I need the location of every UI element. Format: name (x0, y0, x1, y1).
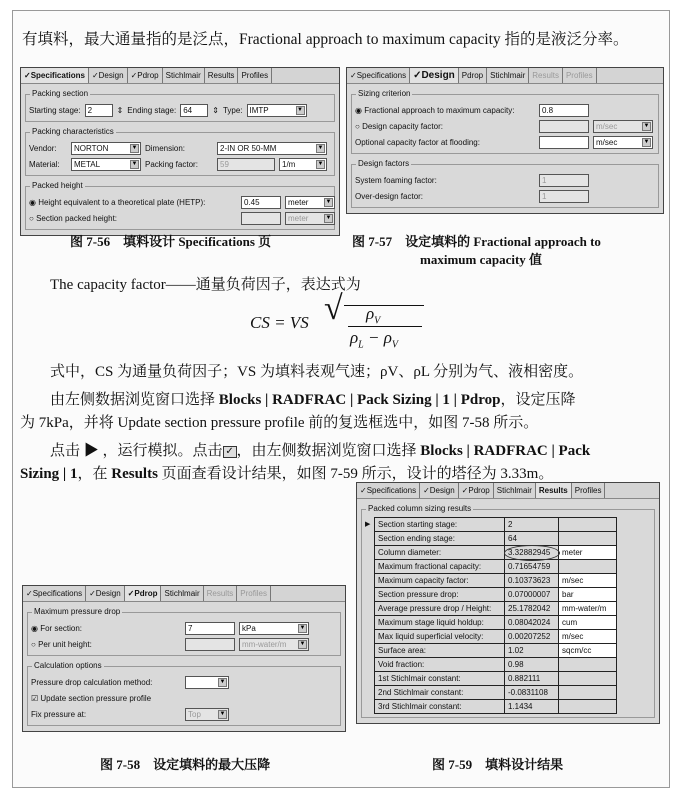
result-unit (559, 658, 617, 672)
design-capacity-unit-select[interactable] (593, 120, 653, 133)
paragraph: 式中，CS 为通量负荷因子；VS 为填料表观气速；ρV、ρL 分别为气、液相密度。 (50, 364, 584, 380)
section-height-radio[interactable]: ○ Section packed height: (29, 213, 118, 223)
per-unit-unit-select[interactable] (239, 638, 309, 651)
tab-stichlmair[interactable]: Stichlmair (494, 483, 536, 498)
value: NORTON (74, 143, 109, 153)
tab-stichlmair[interactable]: Stichlmair (163, 68, 205, 83)
tab-results[interactable]: Results (529, 68, 563, 83)
result-unit: m/sec (559, 630, 617, 644)
tab-results[interactable]: Results (205, 68, 239, 83)
label: Vendor: (29, 143, 57, 153)
result-unit: sqcm/cc (559, 644, 617, 658)
label: Height equivalent to a theoretical plate (HETP): (38, 197, 206, 207)
result-label: Section pressure drop: (375, 588, 505, 602)
result-value: 2 (505, 518, 559, 532)
result-value: 1.1434 (505, 700, 559, 714)
result-unit (559, 672, 617, 686)
foaming-factor-input[interactable]: 1 (539, 174, 589, 187)
label: Fix pressure at: (31, 709, 87, 719)
chevron-down-icon: ▼ (325, 214, 332, 221)
sub: V (391, 339, 398, 351)
result-value: 0.10373623 (505, 574, 559, 588)
table-row (375, 658, 617, 672)
result-label: Section ending stage: (375, 532, 505, 546)
text: ，设定压降 (500, 392, 576, 408)
label: For section: (40, 623, 82, 633)
chevron-down-icon: ▼ (219, 678, 226, 685)
chevron-down-icon: ▼ (325, 198, 332, 205)
result-label: 3rd Stichlmair constant: (375, 700, 505, 714)
per-unit-radio[interactable]: ○ Per unit height: (31, 639, 92, 649)
group-label: Packed height (32, 181, 83, 190)
packing-factor-unit-select[interactable] (279, 158, 327, 171)
value: 1/m (282, 159, 296, 169)
rho: − ρ (363, 328, 392, 347)
paragraph: The capacity factor——通量负荷因子，表达式为 (50, 277, 361, 293)
group-label: Calculation options (34, 661, 102, 670)
figure-caption: maximum capacity 值 (420, 252, 543, 267)
table-row (375, 532, 617, 546)
chevron-down-icon: ▼ (317, 160, 324, 167)
figure-caption: 图 7-56 填料设计 Specifications 页 (70, 234, 272, 249)
chevron-down-icon: ▼ (299, 624, 306, 631)
label: Starting stage: (29, 105, 81, 115)
text: ，由左侧数据浏览窗口选择 (236, 443, 421, 459)
paragraph (50, 442, 590, 460)
result-unit: cum (559, 616, 617, 630)
result-value: 0.71654759 (505, 560, 559, 574)
value: mm-water/m (242, 639, 287, 649)
result-label: Section starting stage: (375, 518, 505, 532)
value: meter (288, 197, 309, 207)
group-label: Design factors (358, 159, 410, 168)
denominator (350, 329, 398, 354)
table-row (375, 602, 617, 616)
type-select[interactable] (247, 104, 307, 117)
tab-bar (357, 483, 659, 499)
ending-stage-input[interactable]: 64 (180, 104, 208, 117)
group-label: Packing characteristics (32, 127, 114, 136)
dimension-select[interactable] (217, 142, 327, 155)
result-value: 1.02 (505, 644, 559, 658)
result-value: 25.1782042 (505, 602, 559, 616)
table-row (375, 518, 617, 532)
sub: L (358, 339, 364, 351)
rho: ρ (366, 304, 375, 323)
menu-path: Sizing | 1 (20, 466, 78, 482)
paragraph (50, 391, 576, 409)
label: Pressure drop calculation method: (31, 677, 153, 687)
result-label: 2nd Stichlmair constant: (375, 686, 505, 700)
text: ，在 (77, 466, 112, 482)
group-label: Sizing criterion (358, 89, 411, 98)
tab-specifications[interactable]: ✓Specifications (347, 68, 410, 83)
paragraph: 为 7kPa，并将 Update section pressure profile 前的复选框选中，如图 7-58 所示。 (20, 415, 539, 431)
tab-bar (347, 68, 663, 84)
table-row (375, 546, 617, 560)
calculation-options-group (27, 661, 341, 726)
fractional-radio[interactable]: ◉ Fractional approach to maximum capacity: (355, 105, 515, 115)
row-pointer-icon: ▶ (365, 521, 371, 528)
text: 页面查看设计结果，如图 7-59 所示，设计的塔径为 3.33m。 (157, 466, 554, 482)
packing-factor-input[interactable]: 59 (217, 158, 275, 171)
formula-lhs: CS = VS (250, 313, 309, 332)
tab-profiles[interactable]: Profiles (238, 68, 272, 83)
intro-text: 有填料，最大通量指的是泛点，Fractional approach to maximum capacity 指的是液泛分率。 (22, 31, 629, 48)
hetp-radio[interactable]: ◉ Height equivalent to a theoretical plate (HETP): (29, 197, 206, 207)
text: Results (111, 466, 158, 482)
tab-design[interactable]: ✓Design (89, 68, 128, 83)
value: meter (288, 213, 309, 223)
sizing-criterion-group (351, 89, 659, 154)
max-pressure-drop-group (27, 607, 341, 656)
chevron-down-icon: ▼ (317, 144, 324, 151)
figure-caption: 图 7-59 填料设计结果 (432, 757, 564, 772)
result-label: Void fraction: (375, 658, 505, 672)
paragraph (20, 465, 553, 483)
stepper-icon[interactable]: ⇕ (116, 105, 124, 115)
packing-characteristics-group (25, 127, 335, 176)
text: 点击 ▶ ，运行模拟。点击 (50, 443, 223, 459)
design-capacity-radio[interactable]: ○ Design capacity factor: (355, 121, 443, 131)
result-label: Maximum capacity factor: (375, 574, 505, 588)
value: m/sec (596, 137, 618, 147)
group-label: Packed column sizing results (368, 504, 472, 513)
optional-capacity-input[interactable] (539, 136, 589, 149)
value: METAL (74, 159, 101, 169)
label: Section packed height: (36, 213, 118, 223)
tab-profiles[interactable]: Profiles (563, 68, 597, 83)
result-value: 0.07000007 (505, 588, 559, 602)
result-label: Maximum fractional capacity: (375, 560, 505, 574)
update-profile-checkbox[interactable]: ☑ Update section pressure profile (31, 693, 152, 703)
result-label: Column diameter: (375, 546, 505, 560)
tab-pdrop[interactable]: ✓Pdrop (459, 483, 494, 498)
table-row (375, 630, 617, 644)
result-unit (559, 686, 617, 700)
chevron-down-icon: ▼ (297, 106, 303, 113)
tab-pdrop[interactable]: Pdrop (459, 68, 487, 83)
results-panel (356, 482, 660, 724)
result-value: 0.882111 (505, 672, 559, 686)
tab-design[interactable]: ✓Design (86, 586, 125, 601)
table-row (375, 560, 617, 574)
for-section-unit-select[interactable] (239, 622, 309, 635)
result-label: Surface area: (375, 644, 505, 658)
label: Ending stage: (127, 105, 177, 115)
result-unit (559, 518, 617, 532)
label: Packing factor: (145, 159, 198, 169)
result-label: Average pressure drop / Height: (375, 602, 505, 616)
stepper-icon[interactable]: ⇕ (212, 105, 219, 115)
tab-results[interactable]: Results (536, 483, 572, 498)
label: Per unit height: (38, 639, 92, 649)
table-row (375, 574, 617, 588)
sizing-results-group (361, 504, 655, 718)
table-row (375, 672, 617, 686)
sub: V (374, 315, 381, 327)
result-label: Maximum stage liquid holdup: (375, 616, 505, 630)
chevron-down-icon: ▼ (131, 144, 138, 151)
fix-pressure-select[interactable] (185, 708, 229, 721)
value: kPa (242, 623, 256, 633)
tab-profiles[interactable]: Profiles (237, 586, 271, 601)
tab-pdrop[interactable]: ✓Pdrop (125, 586, 162, 601)
figure-caption: 图 7-57 设定填料的 Fractional approach to (352, 234, 601, 249)
hetp-input[interactable]: 0.45 (241, 196, 281, 209)
label: Over-design factor: (355, 191, 424, 201)
text: 由左侧数据浏览窗口选择 (50, 392, 219, 408)
label: Optional capacity factor at flooding: (355, 137, 480, 147)
label: Dimension: (145, 143, 186, 153)
tab-pdrop[interactable]: ✓Pdrop (128, 68, 163, 83)
section-height-unit-select[interactable] (285, 212, 335, 225)
optional-capacity-unit-select[interactable] (593, 136, 653, 149)
pdrop-panel (22, 585, 346, 732)
result-unit (559, 700, 617, 714)
results-table (374, 517, 617, 714)
hetp-unit-select[interactable] (285, 196, 335, 209)
chevron-down-icon: ▼ (131, 160, 138, 167)
label: System foaming factor: (355, 175, 437, 185)
chevron-down-icon: ▼ (219, 710, 226, 717)
design-capacity-input[interactable] (539, 120, 589, 133)
method-select[interactable] (185, 676, 229, 689)
for-section-radio[interactable]: ◉ For section: (31, 623, 82, 633)
fractional-input[interactable]: 0.8 (539, 104, 589, 117)
overdesign-factor-input[interactable]: 1 (539, 190, 589, 203)
result-value: 0.08042024 (505, 616, 559, 630)
chevron-down-icon: ▼ (643, 138, 650, 145)
result-unit: bar (559, 588, 617, 602)
result-unit (559, 532, 617, 546)
sqrt-sign: √ (324, 290, 343, 327)
rho: ρ (350, 328, 359, 347)
tab-specifications[interactable]: ✓Specifications (23, 586, 86, 601)
starting-stage-input[interactable]: 2 (85, 104, 113, 117)
vendor-select[interactable] (71, 142, 141, 155)
tab-stichlmair[interactable]: Stichlmair (487, 68, 529, 83)
result-unit: meter (559, 546, 617, 560)
tab-bar (21, 68, 339, 84)
value: m/sec (596, 121, 618, 131)
tab-profiles[interactable]: Profiles (572, 483, 606, 498)
label: Update section pressure profile (40, 693, 152, 703)
result-value: 64 (505, 532, 559, 546)
tab-results[interactable]: Results (204, 586, 238, 601)
chevron-down-icon: ▼ (299, 640, 306, 647)
tab-specifications[interactable]: ✓Specifications (357, 483, 420, 498)
result-unit: m/sec (559, 574, 617, 588)
result-value: 0.98 (505, 658, 559, 672)
table-row (375, 644, 617, 658)
label: Type: (222, 105, 243, 115)
section-height-input[interactable] (241, 212, 281, 225)
result-label: 1st Stichlmair constant: (375, 672, 505, 686)
packing-section-group (25, 89, 335, 122)
result-value: -0.0831108 (505, 686, 559, 700)
design-factors-group (351, 159, 659, 208)
result-label: Max liquid superficial velocity: (375, 630, 505, 644)
for-section-input[interactable]: 7 (185, 622, 235, 635)
group-label: Maximum pressure drop (34, 607, 121, 616)
table-row (375, 588, 617, 602)
packed-height-group (25, 181, 335, 230)
figure-caption: 图 7-58 设定填料的最大压降 (100, 757, 271, 772)
table-row (375, 616, 617, 630)
result-unit: mm-water/m (559, 602, 617, 616)
result-unit (559, 560, 617, 574)
tab-design[interactable]: ✓Design (420, 483, 459, 498)
specifications-panel (20, 67, 340, 236)
result-value: 3.32882945 (505, 546, 559, 560)
group-label: Packing section (32, 89, 89, 98)
table-row (375, 700, 617, 714)
menu-path: Blocks | RADFRAC | Pack (420, 443, 591, 459)
tab-stichlmair[interactable]: Stichlmair (161, 586, 203, 601)
value: Top (188, 709, 201, 719)
per-unit-input[interactable] (185, 638, 235, 651)
design-panel (346, 67, 664, 214)
tab-specifications[interactable]: ✓Specifications (21, 68, 89, 83)
label: Material: (29, 159, 60, 169)
chevron-down-icon: ▼ (643, 122, 650, 129)
tab-bar (23, 586, 345, 602)
material-select[interactable] (71, 158, 141, 171)
label: Design capacity factor: (362, 121, 443, 131)
table-row (375, 686, 617, 700)
result-value: 0.00207252 (505, 630, 559, 644)
tab-design[interactable]: ✓Design (410, 68, 459, 83)
value: 2-IN OR 50-MM (220, 143, 277, 153)
label: Fractional approach to maximum capacity: (364, 105, 515, 115)
menu-path: Blocks | RADFRAC | Pack Sizing | 1 | Pdrop (218, 392, 501, 408)
check-results-icon: ✓ (223, 446, 237, 458)
value: IMTP (249, 105, 269, 115)
